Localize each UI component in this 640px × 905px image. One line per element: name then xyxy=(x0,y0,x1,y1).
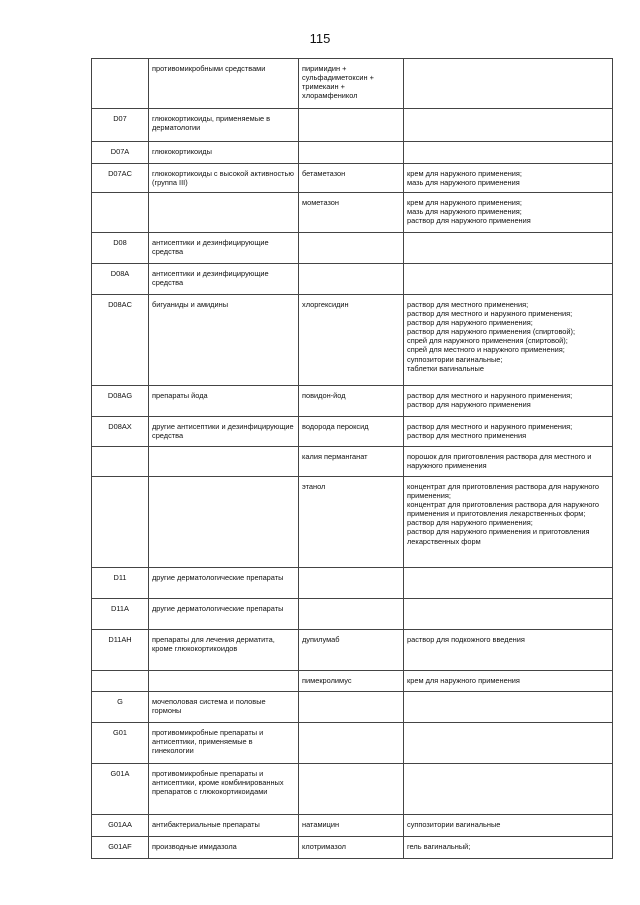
group-name-cell: препараты для лечения дерматита, кроме глюкокортикоидов xyxy=(149,630,299,671)
dosage-form-cell: раствор для местного и наружного применения; раствор для наружного применения xyxy=(404,386,613,417)
atc-code-cell: G01A xyxy=(92,764,149,815)
group-name-cell: противомикробные препараты и антисептики, применяемые в гинекологии xyxy=(149,723,299,764)
table-row xyxy=(92,837,613,859)
drug-name-cell: пимекролимус xyxy=(299,671,404,692)
atc-code-cell: D08AC xyxy=(92,295,149,386)
table-row xyxy=(92,109,613,142)
atc-code-cell: D08AG xyxy=(92,386,149,417)
table-row xyxy=(92,164,613,193)
drug-classification-table xyxy=(91,58,613,859)
atc-code-cell: D08 xyxy=(92,233,149,264)
drug-name-cell: хлоргексидин xyxy=(299,295,404,386)
table-row xyxy=(92,417,613,447)
table-row xyxy=(92,264,613,295)
table-row xyxy=(92,723,613,764)
atc-code-cell: G01 xyxy=(92,723,149,764)
drug-name-cell: натамицин xyxy=(299,815,404,837)
dosage-form-cell: крем для наружного применения xyxy=(404,671,613,692)
atc-code-cell xyxy=(92,193,149,233)
drug-name-cell xyxy=(299,142,404,164)
drug-name-cell xyxy=(299,264,404,295)
group-name-cell xyxy=(149,671,299,692)
drug-name-cell: бетаметазон xyxy=(299,164,404,193)
atc-code-cell xyxy=(92,671,149,692)
table-row xyxy=(92,764,613,815)
table-row xyxy=(92,447,613,477)
group-name-cell: производные имидазола xyxy=(149,837,299,859)
dosage-form-cell xyxy=(404,764,613,815)
table-row xyxy=(92,671,613,692)
dosage-form-cell: суппозитории вагинальные xyxy=(404,815,613,837)
dosage-form-cell xyxy=(404,264,613,295)
drug-name-cell xyxy=(299,233,404,264)
table-row xyxy=(92,477,613,568)
atc-code-cell: D11AH xyxy=(92,630,149,671)
group-name-cell: мочеполовая система и половые гормоны xyxy=(149,692,299,723)
group-name-cell: другие дерматологические препараты xyxy=(149,568,299,599)
drug-name-cell xyxy=(299,599,404,630)
atc-code-cell: G01AA xyxy=(92,815,149,837)
dosage-form-cell xyxy=(404,599,613,630)
group-name-cell xyxy=(149,447,299,477)
group-name-cell: глюкокортикоиды, применяемые в дерматологии xyxy=(149,109,299,142)
group-name-cell: глюкокортикоиды с высокой активностью (группа III) xyxy=(149,164,299,193)
atc-code-cell xyxy=(92,59,149,109)
dosage-form-cell xyxy=(404,109,613,142)
table-row xyxy=(92,233,613,264)
drug-name-cell xyxy=(299,568,404,599)
group-name-cell: другие дерматологические препараты xyxy=(149,599,299,630)
group-name-cell: бигуаниды и амидины xyxy=(149,295,299,386)
group-name-cell xyxy=(149,193,299,233)
drug-name-cell: пиримидин + сульфадиметоксин + тримекаин + хлорамфеникол xyxy=(299,59,404,109)
atc-code-cell: D11 xyxy=(92,568,149,599)
dosage-form-cell: порошок для приготовления раствора для местного и наружного применения xyxy=(404,447,613,477)
dosage-form-cell xyxy=(404,59,613,109)
table-row xyxy=(92,295,613,386)
atc-code-cell: D07AC xyxy=(92,164,149,193)
group-name-cell: антисептики и дезинфицирующие средства xyxy=(149,233,299,264)
atc-code-cell: G xyxy=(92,692,149,723)
atc-code-cell xyxy=(92,477,149,568)
drug-name-cell: мометазон xyxy=(299,193,404,233)
drug-name-cell xyxy=(299,692,404,723)
table-row xyxy=(92,815,613,837)
drug-name-cell: водорода пероксид xyxy=(299,417,404,447)
dosage-form-cell: гель вагинальный; xyxy=(404,837,613,859)
drug-name-cell: повидон-йод xyxy=(299,386,404,417)
table-row xyxy=(92,630,613,671)
group-name-cell: противомикробные препараты и антисептики, кроме комбинированных препаратов с глюкокортикоидами xyxy=(149,764,299,815)
dosage-form-cell: концентрат для приготовления раствора для наружного применения; концентрат для приготовления раствора для наружного применения и приготовления лекарственных форм; раствор для наружного применения; раствор для наружного применения и приготовления лекарственных форм xyxy=(404,477,613,568)
drug-name-cell: дупилумаб xyxy=(299,630,404,671)
dosage-form-cell xyxy=(404,233,613,264)
dosage-form-cell xyxy=(404,568,613,599)
group-name-cell: другие антисептики и дезинфицирующие средства xyxy=(149,417,299,447)
drug-name-cell xyxy=(299,723,404,764)
atc-code-cell: D11A xyxy=(92,599,149,630)
dosage-form-cell xyxy=(404,142,613,164)
drug-name-cell xyxy=(299,764,404,815)
group-name-cell: препараты йода xyxy=(149,386,299,417)
group-name-cell: противомикробными средствами xyxy=(149,59,299,109)
dosage-form-cell: крем для наружного применения; мазь для наружного применения; раствор для наружного применения xyxy=(404,193,613,233)
atc-code-cell: D07 xyxy=(92,109,149,142)
atc-code-cell: D07A xyxy=(92,142,149,164)
drug-name-cell: калия перманганат xyxy=(299,447,404,477)
dosage-form-cell: раствор для подкожного введения xyxy=(404,630,613,671)
dosage-form-cell xyxy=(404,692,613,723)
drug-name-cell: этанол xyxy=(299,477,404,568)
group-name-cell xyxy=(149,477,299,568)
table-row xyxy=(92,599,613,630)
table-row xyxy=(92,568,613,599)
table-row xyxy=(92,386,613,417)
group-name-cell: антибактериальные препараты xyxy=(149,815,299,837)
dosage-form-cell: раствор для местного и наружного применения; раствор для местного применения xyxy=(404,417,613,447)
table-row xyxy=(92,59,613,109)
table-row xyxy=(92,193,613,233)
atc-code-cell xyxy=(92,447,149,477)
dosage-form-cell xyxy=(404,723,613,764)
table-row xyxy=(92,692,613,723)
dosage-form-cell: раствор для местного применения; раствор для местного и наружного применения; раствор для наружного применения; раствор для наружного применения (спиртовой); спрей для наружного применения (спиртовой); спрей для местного и наружного применения; суппозитории вагинальные; таблетки вагинальные xyxy=(404,295,613,386)
group-name-cell: глюкокортикоиды xyxy=(149,142,299,164)
table-row xyxy=(92,142,613,164)
page-number: 115 xyxy=(309,31,331,46)
atc-code-cell: D08A xyxy=(92,264,149,295)
drug-name-cell xyxy=(299,109,404,142)
dosage-form-cell: крем для наружного применения; мазь для наружного применения xyxy=(404,164,613,193)
atc-code-cell: G01AF xyxy=(92,837,149,859)
atc-code-cell: D08AX xyxy=(92,417,149,447)
group-name-cell: антисептики и дезинфицирующие средства xyxy=(149,264,299,295)
drug-name-cell: клотримазол xyxy=(299,837,404,859)
